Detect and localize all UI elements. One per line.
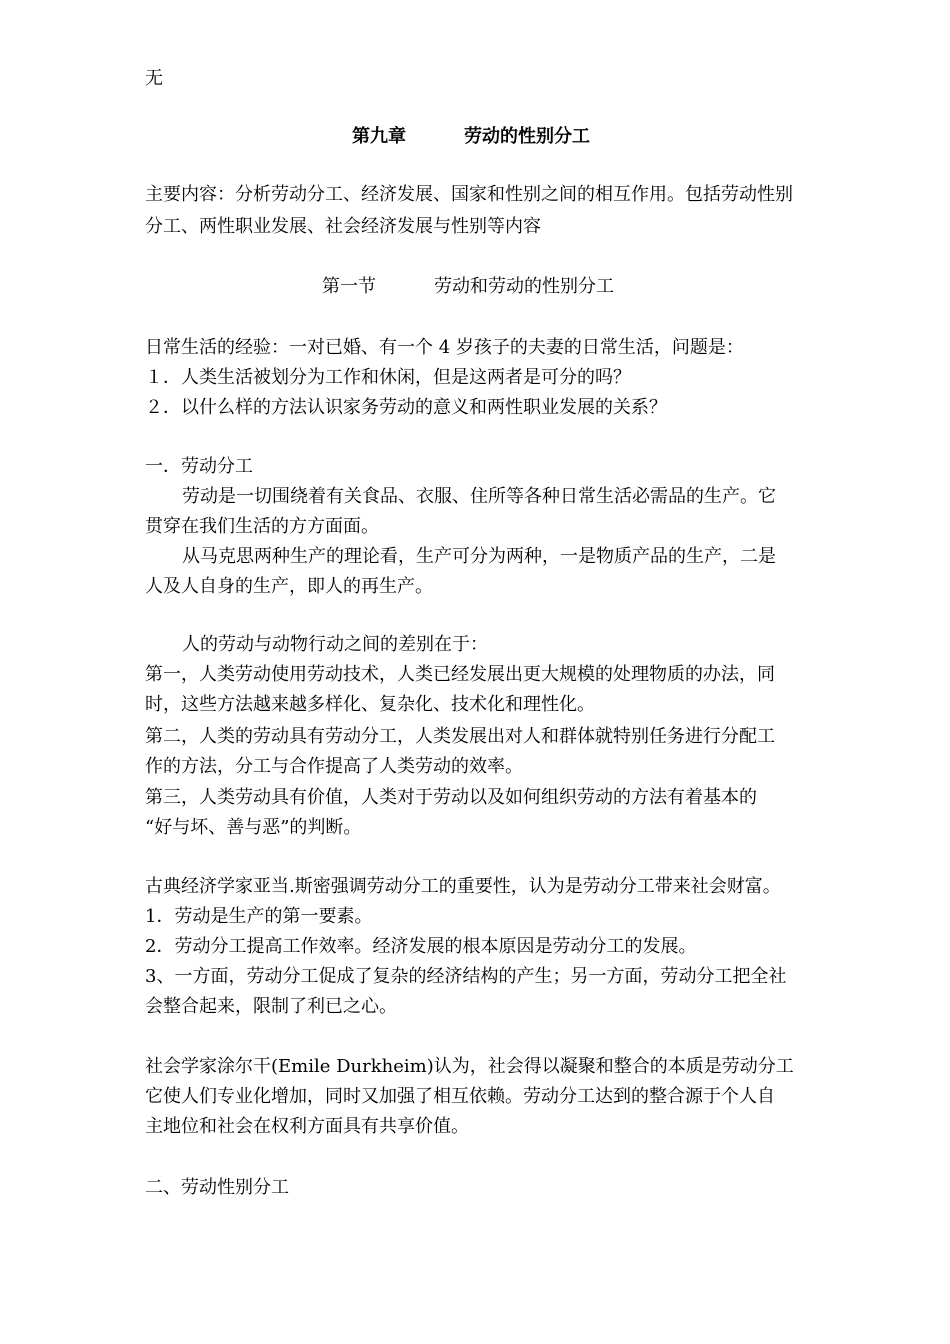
paragraph-line: 古典经济学家亚当.斯密强调劳动分工的重要性，认为是劳动分工带来社会财富。 (145, 876, 781, 897)
part1-heading: 一．劳动分工 (145, 456, 253, 477)
part2-heading: 二、劳动性别分工 (145, 1177, 289, 1198)
paragraph-line: 社会学家涂尔干(Emile Durkheim)认为，社会得以凝聚和整合的本质是劳动分工 (145, 1056, 794, 1077)
list-item: 3、一方面，劳动分工促成了复杂的经济结构的产生；另一方面，劳动分工把全社 (145, 966, 787, 987)
paragraph-line: “好与坏、善与恶”的判断。 (145, 817, 362, 838)
list-item: 会整合起来，限制了利已之心。 (145, 996, 397, 1017)
section-name: 劳动和劳动的性别分工 (434, 276, 614, 297)
paragraph-line: 贯穿在我们生活的方方面面。 (145, 516, 379, 537)
chapter-number: 第九章 (352, 126, 406, 147)
experience-question: １．人类生活被划分为工作和休闲，但是这两者是可分的吗？ (145, 367, 631, 388)
paragraph-line: 第二，人类的劳动具有劳动分工，人类发展出对人和群体就特别任务进行分配工 (145, 726, 775, 747)
list-item: 1．劳动是生产的第一要素。 (145, 906, 373, 927)
chapter-name: 劳动的性别分工 (464, 126, 590, 147)
list-item: 2．劳动分工提高工作效率。经济发展的根本原因是劳动分工的发展。 (145, 936, 697, 957)
section-number: 第一节 (322, 276, 376, 297)
paragraph-line: 劳动是一切围绕着有关食品、衣服、住所等各种日常生活必需品的生产。它 (182, 486, 776, 507)
paragraph-line: 作的方法，分工与合作提高了人类劳动的效率。 (145, 756, 523, 777)
experience-question: ２．以什么样的方法认识家务劳动的意义和两性职业发展的关系？ (145, 397, 667, 418)
paragraph-line: 第三，人类劳动具有价值，人类对于劳动以及如何组织劳动的方法有着基本的 (145, 787, 757, 808)
section-title (322, 276, 614, 298)
paragraph-line: 人的劳动与动物行动之间的差别在于： (182, 634, 488, 655)
paragraph-line: 从马克思两种生产的理论看，生产可分为两种，一是物质产品的生产，二是 (182, 546, 776, 567)
paragraph-line: 主地位和社会在权利方面具有共享价值。 (145, 1116, 469, 1137)
paragraph-line: 人及人自身的生产，即人的再生产。 (145, 576, 433, 597)
summary-line: 分工、两性职业发展、社会经济发展与性别等内容 (145, 216, 541, 237)
paragraph-line: 时，这些方法越来越多样化、复杂化、技术化和理性化。 (145, 694, 595, 715)
header-corner-text: 无 (145, 68, 163, 89)
paragraph-line: 第一，人类劳动使用劳动技术，人类已经发展出更大规模的处理物质的办法，同 (145, 664, 775, 685)
chapter-title (352, 126, 590, 148)
paragraph-line: 它使人们专业化增加，同时又加强了相互依赖。劳动分工达到的整合源于个人自 (145, 1086, 775, 1107)
summary-line: 主要内容：分析劳动分工、经济发展、国家和性别之间的相互作用。包括劳动性别 (145, 184, 793, 205)
experience-intro: 日常生活的经验：一对已婚、有一个 4 岁孩子的夫妻的日常生活，问题是： (145, 337, 744, 358)
